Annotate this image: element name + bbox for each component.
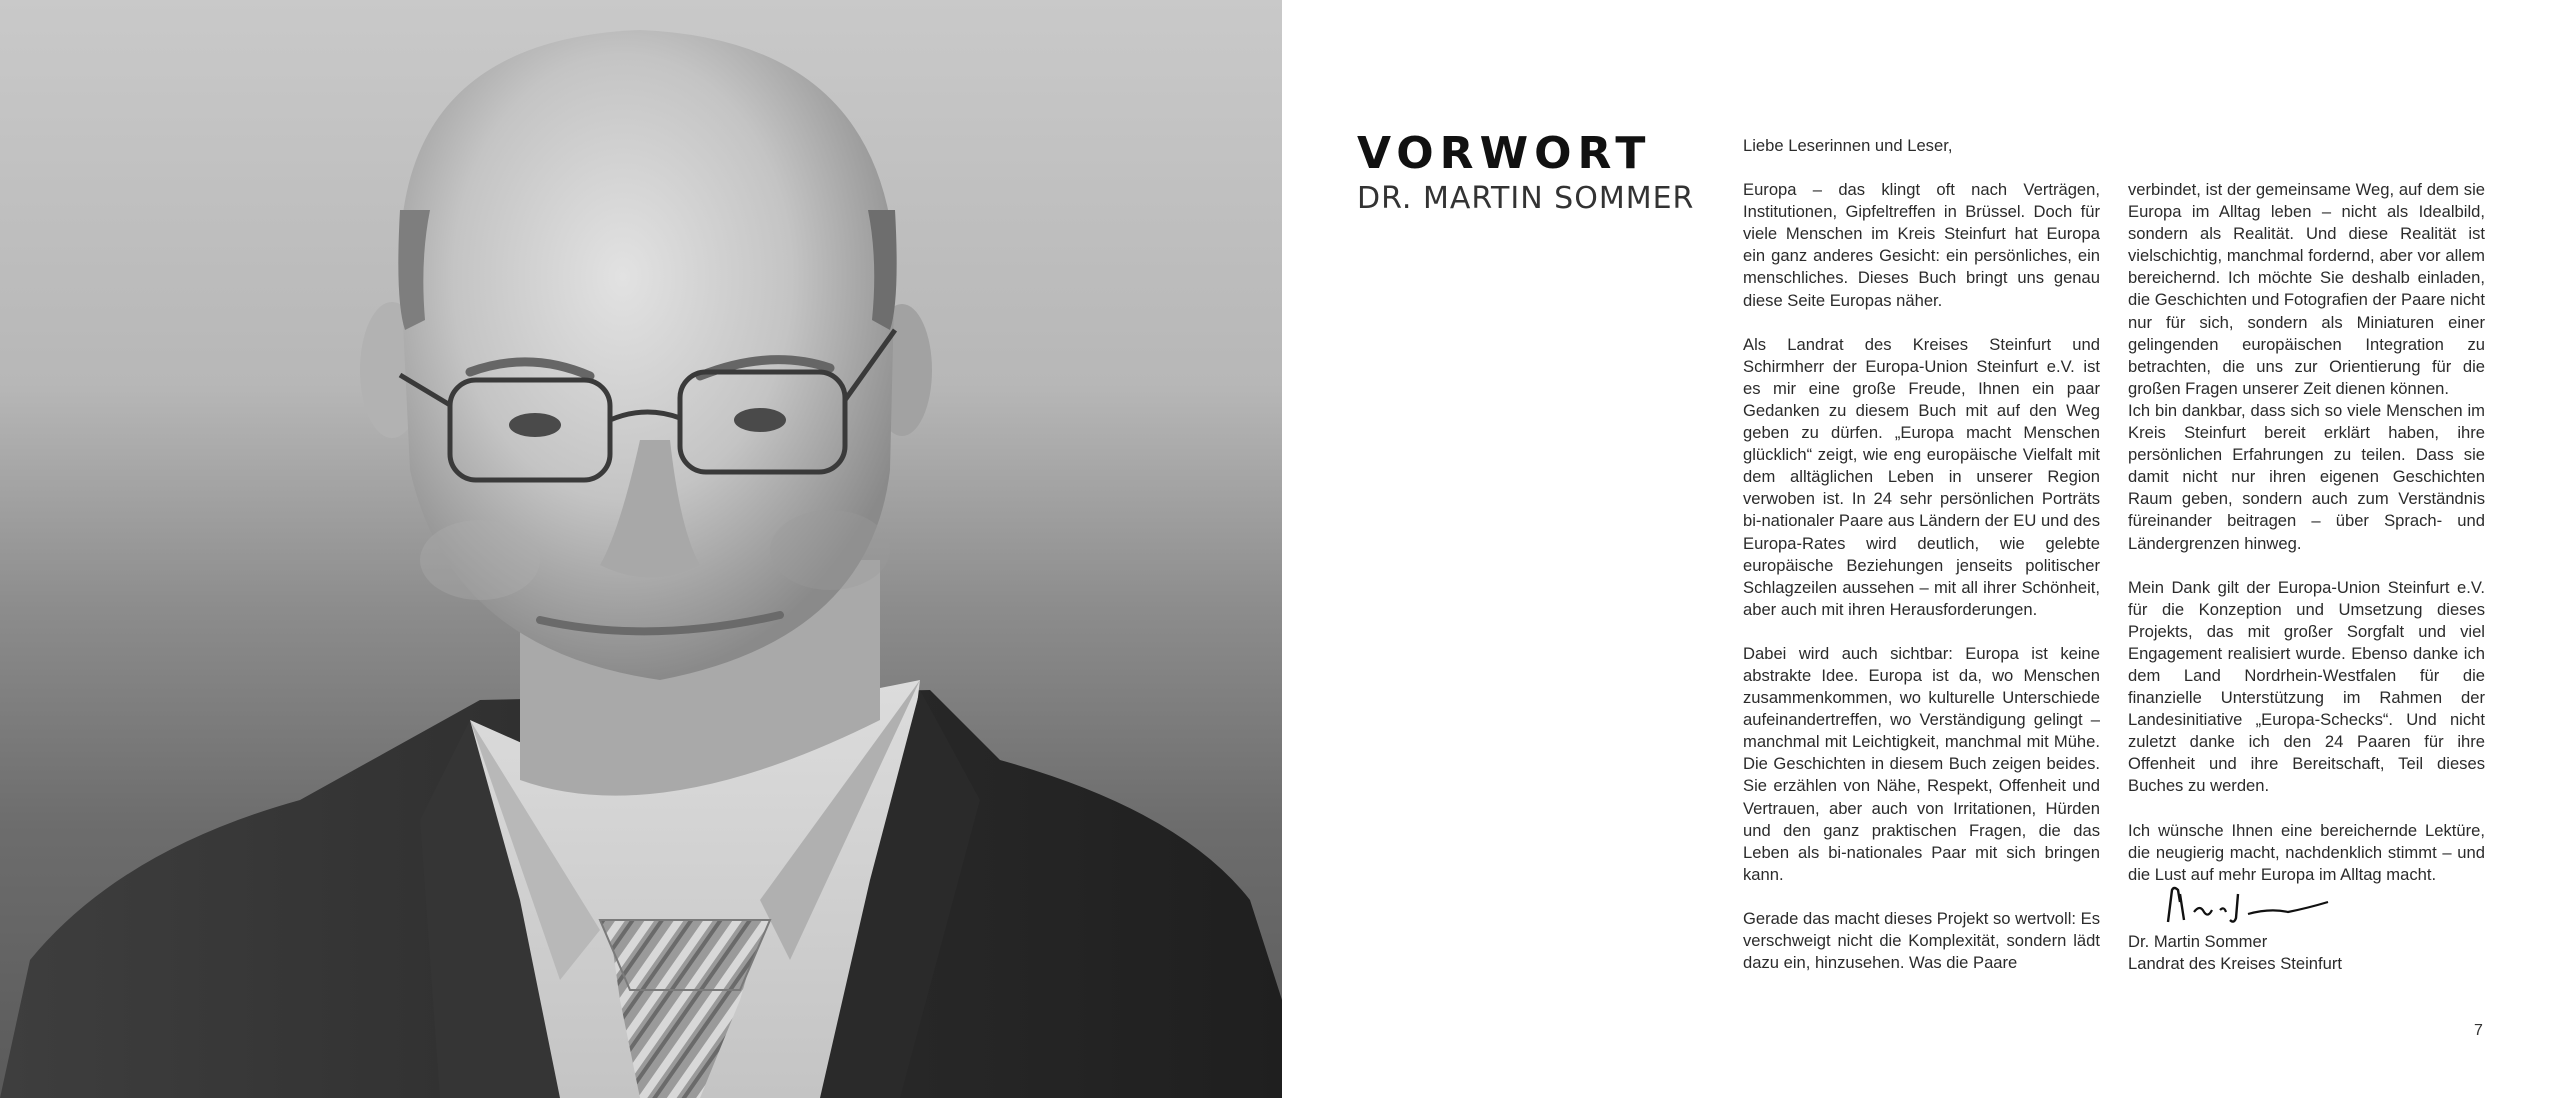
page-title: VORWORT — [1357, 128, 1652, 179]
paragraph: Ich wünsche Ihnen eine bereichernde Lektüre, die neugierig macht, nachdenklich stimmt – und die Lust auf mehr Europa im Alltag macht. — [2128, 820, 2485, 884]
greeting: Liebe Leserinnen und Leser, — [1743, 136, 1953, 155]
signer-role: Landrat des Kreises Steinfurt — [2128, 954, 2342, 974]
page-number: 7 — [2474, 1022, 2483, 1039]
paragraph: Dabei wird auch sichtbar: Europa ist keine abstrakte Idee. Europa ist da, wo Menschen zusammenkommen, wo kulturelle Unterschiede aufeinandertreffen, wo Verständigung gelingt – manchmal mit Leichtigkeit, manchmal mit Mühe. Die Geschichten in diesem Buch zeigen beides. Sie erzählen von Nähe, Respekt, Offenheit und Vertrauen, aber auch von Irritationen, Hürden und den ganz praktischen Fragen, die das Leben als bi-nationales Paar mit sich bringen kann. — [1743, 643, 2100, 884]
paragraph: Ich bin dankbar, dass sich so viele Menschen im Kreis Steinfurt bereit erklärt haben, ihre persönlichen Erfahrungen zu teilen. Dass sie damit nicht nur ihren eigenen Geschichten Raum geben, sondern auch zum Verständnis füreinander beitragen – über Sprach- und Ländergrenzen hinweg. — [2128, 400, 2485, 553]
signer-name: Dr. Martin Sommer — [2128, 932, 2268, 951]
paragraph: Als Landrat des Kreises Steinfurt und Schirmherr der Europa-Union Steinfurt e.V. ist es mir eine große Freude, Ihnen ein paar Gedanken zu diesem Buch mit auf den Weg geben zu dürfen. „Europa macht Menschen glücklich“ zeigt, wie eng europäische Vielfalt mit dem alltäglichen Leben in unserer Region verwoben ist. In 24 sehr persönlichen Porträts bi-nationaler Paare aus Ländern der EU und des Europa-Rates wird deutlich, wie gelebte europäische Beziehungen jenseits politischer Schlagzeilen aussehen – mit all ihrer Schönheit, aber auch mit ihren Herausforderungen. — [1743, 334, 2101, 619]
text-column-1 — [1743, 135, 2100, 974]
paragraph: verbindet, ist der gemeinsame Weg, auf dem sie Europa im Alltag leben – nicht als Idealbild, sondern als Realität. Und diese Realität ist vielschichtig, manchmal fordernd, aber vor allem bereichernd. Ich möchte Sie deshalb einladen, die Geschichten und Fotografien der Paare nicht nur für sich, sondern als Miniaturen einer gelingenden europäischen Integration zu betrachten, die uns zur Orientierung für die großen Fragen unserer Zeit dienen können. — [2128, 180, 2485, 398]
paragraph: Gerade das macht dieses Projekt so wertvoll: Es verschweigt nicht die Komplexität, sondern lädt dazu ein, hinzusehen. Was die Paare — [1743, 908, 2100, 973]
signer-block — [2128, 931, 2342, 975]
text-column-2 — [2128, 179, 2485, 886]
paragraph: Mein Dank gilt der Europa-Union Steinfurt e.V. für die Konzeption und Umsetzung dieses Projekts, das mit großer Sorgfalt und viel Engagement realisiert wurde. Ebenso danke ich dem Land Nordrhein-Westfalen für die finanzielle Unterstützung im Rahmen der Landesinitiative „Europa-Schecks“. Und nicht zuletzt danke ich den 24 Paaren für ihre Offenheit und ihre Bereitschaft, Teil dieses Buches zu werden. — [2128, 577, 2485, 796]
author-name: DR. MARTIN SOMMER — [1357, 181, 1695, 216]
signature — [2160, 882, 2330, 932]
paragraph: Europa – das klingt oft nach Verträgen, Institutionen, Gipfeltreffen in Brüssel. Doch für viele Menschen im Kreis Steinfurt hat Europa ein ganz anderes Gesicht: ein persönliches, ein menschliches. Dieses Buch bringt uns genau diese Seite Europas näher. — [1743, 180, 2100, 310]
